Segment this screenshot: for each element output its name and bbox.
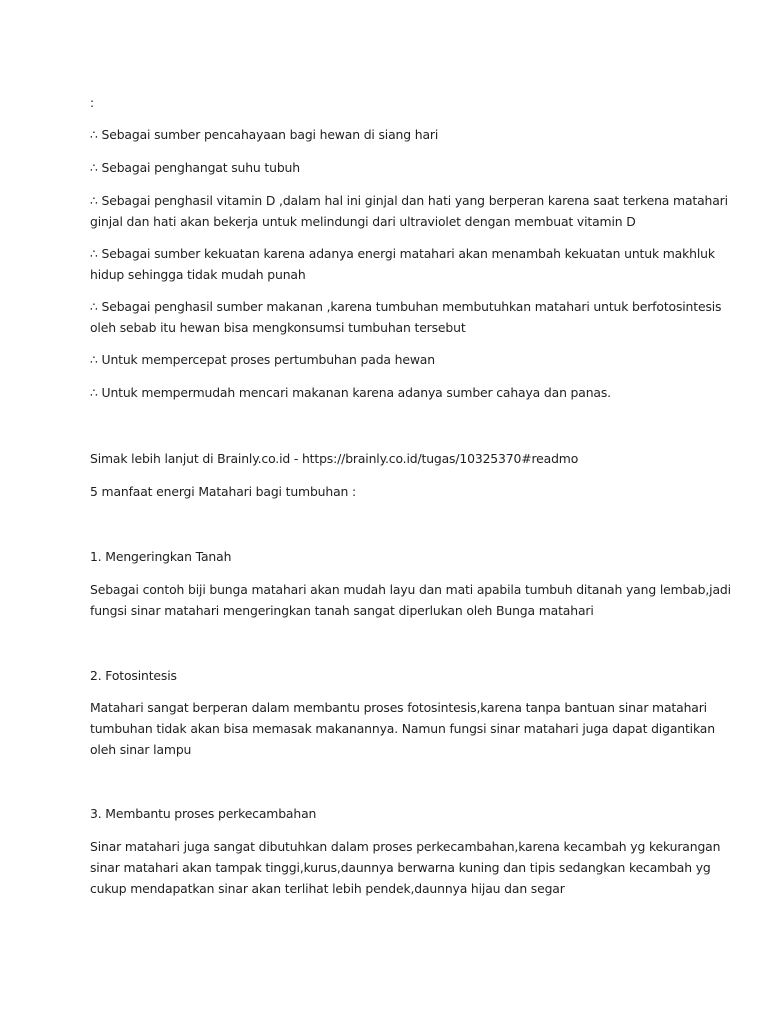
bullet-item: ∴ Untuk mempercepat proses pertumbuhan pada hewan bbox=[90, 352, 435, 367]
bullet-item bbox=[90, 243, 715, 285]
plants-heading: 5 manfaat energi Matahari bagi tumbuhan : bbox=[90, 484, 357, 499]
bullet-line: ∴ Sebagai sumber kekuatan karena adanya energi matahari akan menambah kekuatan untuk makhluk bbox=[90, 246, 715, 261]
bullet-line: oleh sebab itu hewan bisa mengkonsumsi tumbuhan tersebut bbox=[90, 320, 466, 335]
section-heading: 1. Mengeringkan Tanah bbox=[90, 549, 232, 564]
section-paragraph bbox=[90, 697, 715, 760]
paragraph-line: Sinar matahari juga sangat dibutuhkan dalam proses perkecambahan,karena kecambah yg kekurangan bbox=[90, 839, 721, 854]
bullet-item bbox=[90, 190, 728, 232]
bullet-item: ∴ Sebagai sumber pencahayaan bagi hewan di siang hari bbox=[90, 127, 439, 142]
bullet-line: ∴ Sebagai penghasil vitamin D ,dalam hal ini ginjal dan hati yang berperan karena saat terkena matahari bbox=[90, 193, 728, 208]
paragraph-line: fungsi sinar matahari mengeringkan tanah sangat diperlukan oleh Bunga matahari bbox=[90, 603, 594, 618]
bullet-line: hidup sehingga tidak mudah punah bbox=[90, 267, 306, 282]
paragraph-line: tumbuhan tidak akan bisa memasak makanannya. Namun fungsi sinar matahari juga dapat digantikan bbox=[90, 721, 715, 736]
colon-mark: : bbox=[90, 95, 95, 110]
source-link-text: Simak lebih lanjut di Brainly.co.id - https://brainly.co.id/tugas/10325370#readmo bbox=[90, 451, 579, 466]
section-heading: 2. Fotosintesis bbox=[90, 668, 177, 683]
section-heading: 3. Membantu proses perkecambahan bbox=[90, 806, 317, 821]
section-paragraph bbox=[90, 836, 721, 899]
bullet-line: ginjal dan hati akan bekerja untuk melindungi dari ultraviolet dengan membuat vitamin D bbox=[90, 214, 636, 229]
section-paragraph bbox=[90, 579, 731, 621]
paragraph-line: cukup mendapatkan sinar akan terlihat lebih pendek,daunnya hijau dan segar bbox=[90, 881, 565, 896]
paragraph-line: Matahari sangat berperan dalam membantu proses fotosintesis,karena tanpa bantuan sinar matahari bbox=[90, 700, 707, 715]
bullet-item bbox=[90, 296, 722, 338]
bullet-item: ∴ Untuk mempermudah mencari makanan karena adanya sumber cahaya dan panas. bbox=[90, 385, 611, 400]
bullet-item: ∴ Sebagai penghangat suhu tubuh bbox=[90, 160, 300, 175]
paragraph-line: oleh sinar lampu bbox=[90, 742, 192, 757]
paragraph-line: Sebagai contoh biji bunga matahari akan mudah layu dan mati apabila tumbuh ditanah yang lembab,jadi bbox=[90, 582, 731, 597]
bullet-line: ∴ Sebagai penghasil sumber makanan ,karena tumbuhan membutuhkan matahari untuk berfotosintesis bbox=[90, 299, 722, 314]
paragraph-line: sinar matahari akan tampak tinggi,kurus,daunnya berwarna kuning dan tipis sedangkan kecambah yg bbox=[90, 860, 711, 875]
